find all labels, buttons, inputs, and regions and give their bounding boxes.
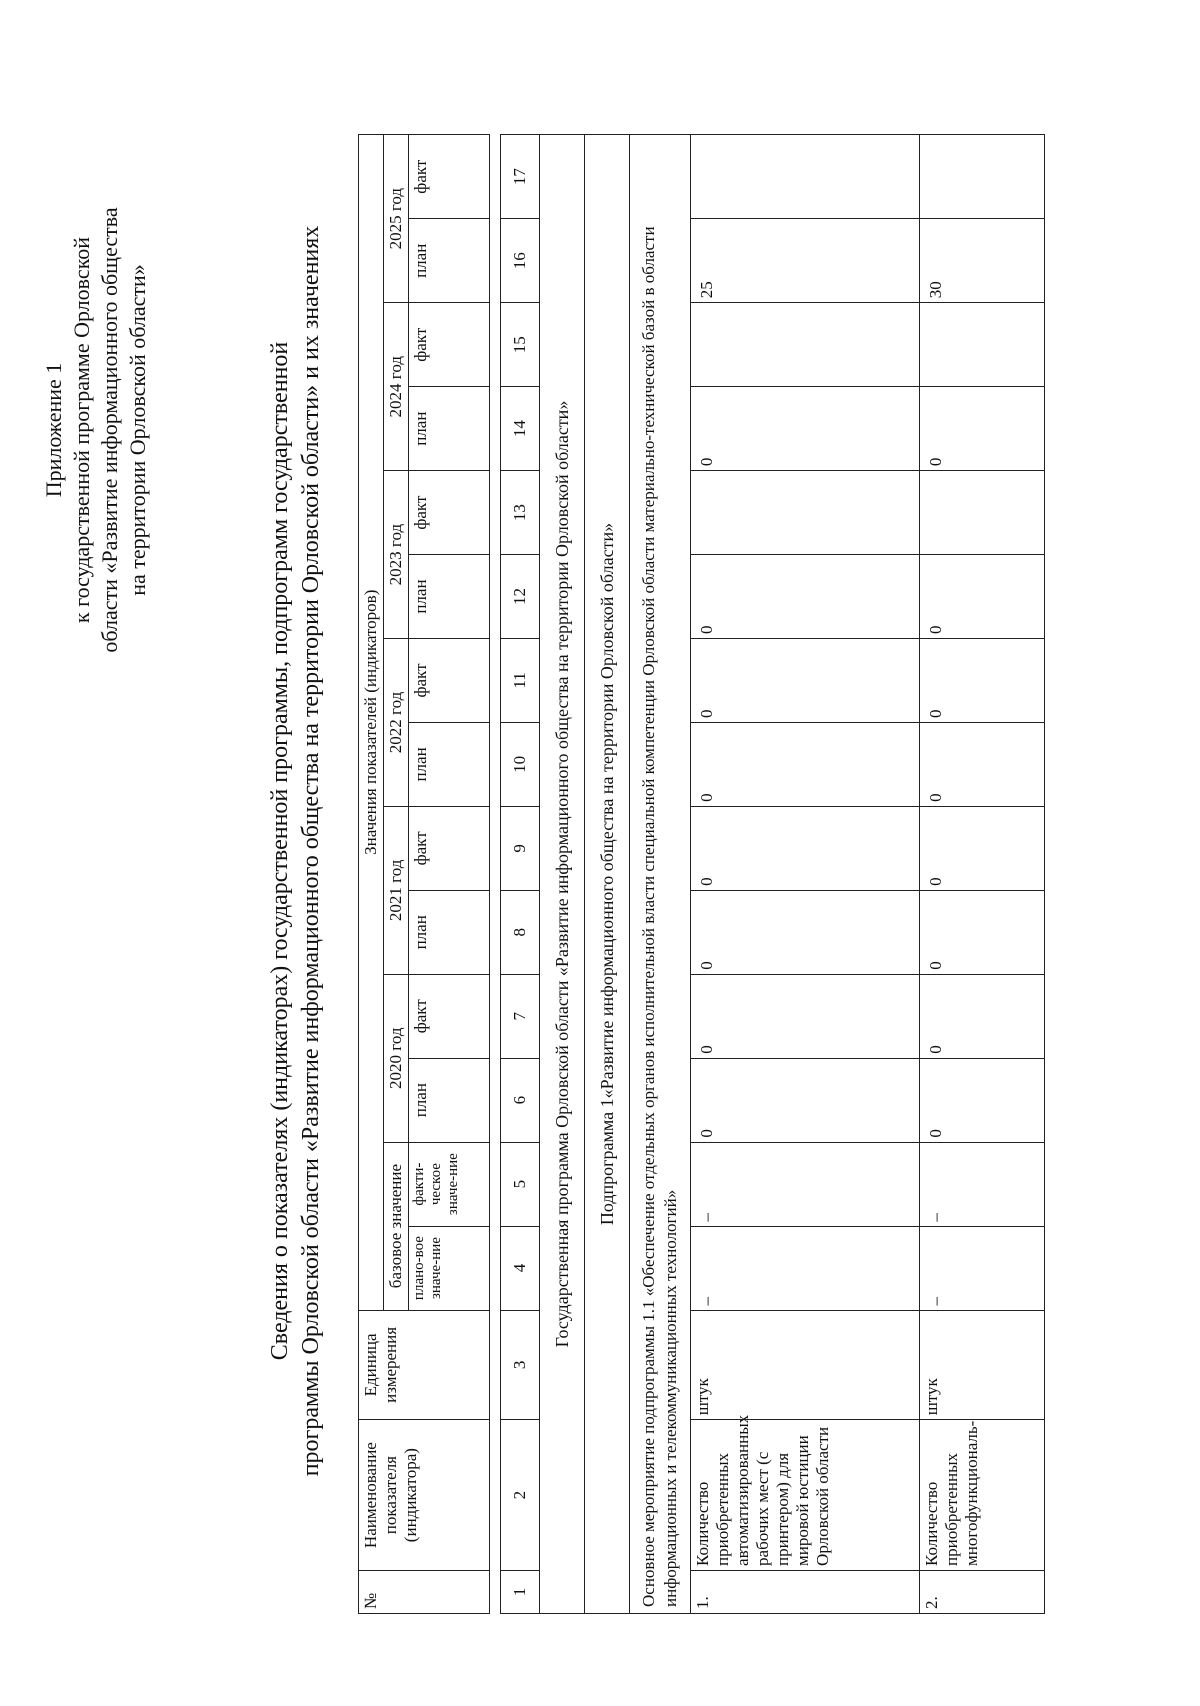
header-year-2020: 2020 год xyxy=(384,974,409,1142)
row-value: 0 xyxy=(691,890,920,974)
header-year-2021: 2021 год xyxy=(384,806,409,974)
header-fact: факт xyxy=(409,303,490,387)
row-value: 0 xyxy=(920,555,1045,639)
row-value: 0 xyxy=(920,722,1045,806)
header-fact: факт xyxy=(409,806,490,890)
row-value: 0 xyxy=(691,639,920,723)
subprogram-row xyxy=(585,135,630,1614)
row-value: 0 xyxy=(920,1058,1045,1142)
row-value: 0 xyxy=(691,806,920,890)
header-year-2024: 2024 год xyxy=(384,303,409,471)
row-value xyxy=(920,471,1045,555)
row-unit: штук xyxy=(920,1310,1045,1420)
row-number: 2. xyxy=(920,1570,1045,1613)
appendix-line-3: области «Развитие информационного общества xyxy=(97,207,122,653)
appendix-line-4: на территории Орловской области» xyxy=(125,264,150,596)
header-year-2023: 2023 год xyxy=(384,471,409,639)
col-number: 10 xyxy=(501,722,540,806)
col-number: 2 xyxy=(501,1420,540,1571)
column-number-row xyxy=(501,135,540,1614)
row-value xyxy=(920,303,1045,387)
header-gap xyxy=(490,135,501,1614)
header-fact: факт xyxy=(409,974,490,1058)
header-year-2022: 2022 год xyxy=(384,639,409,807)
header-plan: план xyxy=(409,890,490,974)
col-number: 11 xyxy=(501,639,540,723)
row-value: – xyxy=(691,1226,920,1310)
program-row xyxy=(540,135,585,1614)
col-number: 14 xyxy=(501,387,540,471)
activity-row xyxy=(630,135,691,1614)
col-number: 9 xyxy=(501,806,540,890)
row-value: 0 xyxy=(920,806,1045,890)
header-plan: план xyxy=(409,555,490,639)
row-value: 0 xyxy=(691,1058,920,1142)
col-number: 5 xyxy=(501,1142,540,1226)
col-number: 1 xyxy=(501,1570,540,1613)
row-value: 30 xyxy=(920,219,1045,303)
col-number: 6 xyxy=(501,1058,540,1142)
header-year-2025: 2025 год xyxy=(384,135,409,303)
header-number: № xyxy=(359,1570,490,1613)
row-indicator-name: Количество приобретенных многофункциональ- xyxy=(920,1420,1045,1571)
header-indicator-values: Значения показателей (индикаторов) xyxy=(359,135,384,1311)
header-plan: план xyxy=(409,722,490,806)
appendix-header xyxy=(40,110,152,750)
row-value: 0 xyxy=(691,387,920,471)
header-plan: план xyxy=(409,387,490,471)
col-number: 3 xyxy=(501,1310,540,1420)
table-row xyxy=(920,135,1045,1614)
header-fact: факт xyxy=(409,639,490,723)
program-title: Государственная программа Орловской области «Развитие информационного общества на территории Орловской области» xyxy=(540,135,585,1614)
row-value: 0 xyxy=(920,974,1045,1058)
header-fact: факт xyxy=(409,135,490,219)
subprogram-title: Подпрограмма 1«Развитие информационного общества на территории Орловской области» xyxy=(585,135,630,1614)
row-value xyxy=(920,135,1045,219)
header-plan: план xyxy=(409,219,490,303)
row-value xyxy=(691,135,920,219)
header-base-value: базовое значение xyxy=(384,1142,409,1310)
row-value xyxy=(691,471,920,555)
header-indicator-name: Наименование показателя (индикатора) xyxy=(359,1420,490,1571)
document-title xyxy=(265,126,327,1576)
col-number: 17 xyxy=(501,135,540,219)
appendix-line-2: к государственной программе Орловской xyxy=(69,236,94,624)
header-unit: Единица измерения xyxy=(359,1310,490,1420)
row-value: 0 xyxy=(920,890,1045,974)
row-value: 25 xyxy=(691,219,920,303)
row-value: 0 xyxy=(691,722,920,806)
row-value: 0 xyxy=(691,974,920,1058)
indicators-table xyxy=(358,134,1045,1614)
col-number: 13 xyxy=(501,471,540,555)
col-number: 8 xyxy=(501,890,540,974)
row-value: 0 xyxy=(920,639,1045,723)
row-value: – xyxy=(691,1142,920,1226)
col-number: 12 xyxy=(501,555,540,639)
header-plan: план xyxy=(409,1058,490,1142)
col-number: 15 xyxy=(501,303,540,387)
title-line-2: программы Орловской области «Развитие информационного общества на территории Орловской области» и их значениях xyxy=(298,225,324,1477)
row-value: – xyxy=(920,1226,1045,1310)
activity-title: Основное мероприятие подпрограммы 1.1 «Обеспечение отдельных органов исполнительной власти специальной компетенции Орловской области материально-технической базой в области информационных и телекоммуникационных технологий» xyxy=(630,135,691,1614)
col-number: 7 xyxy=(501,974,540,1058)
title-line-1: Сведения о показателях (индикаторах) государственной программы, подпрограмм государственной xyxy=(267,341,293,1361)
header-base-plan: плано-вое значе-ние xyxy=(409,1226,490,1310)
row-value: 0 xyxy=(920,387,1045,471)
appendix-line-1: Приложение 1 xyxy=(41,362,66,498)
table-row xyxy=(691,135,920,1614)
row-number: 1. xyxy=(691,1570,920,1613)
row-value: 0 xyxy=(691,555,920,639)
header-base-fact: факти-ческое значе-ние xyxy=(409,1142,490,1226)
row-value: – xyxy=(920,1142,1045,1226)
header-fact: факт xyxy=(409,471,490,555)
row-indicator-name: Количество приобретенных автоматизированных рабочих мест (с принтером) для мировой юстиции Орловской области xyxy=(691,1420,920,1571)
row-unit: штук xyxy=(691,1310,920,1420)
row-value xyxy=(691,303,920,387)
col-number: 16 xyxy=(501,219,540,303)
col-number: 4 xyxy=(501,1226,540,1310)
